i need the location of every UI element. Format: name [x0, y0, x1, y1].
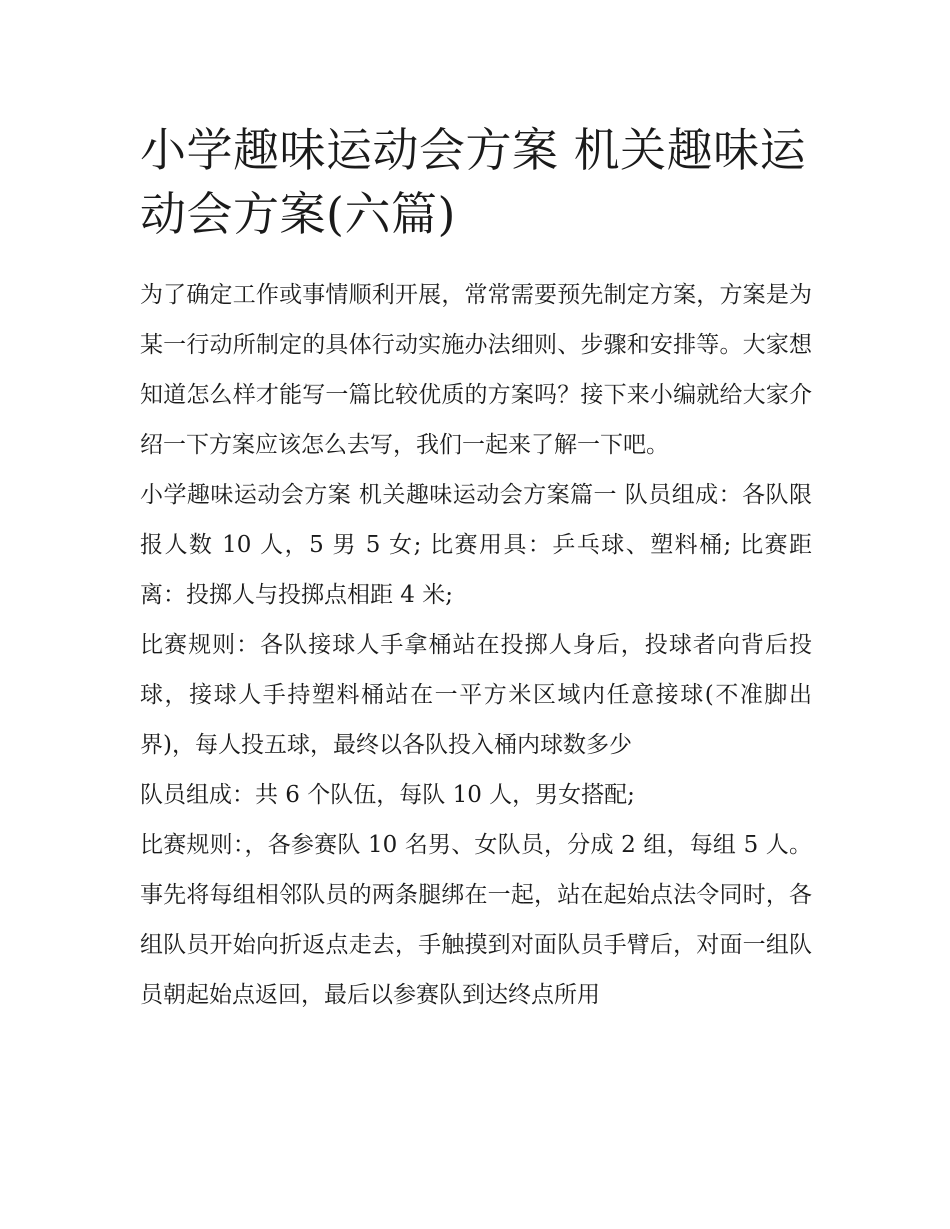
paragraph-rules-ball: 比赛规则：各队接球人手拿桶站在投掷人身后，投球者向背后投球，接球人手持塑料桶站在一平方米区域内任意接球(不准脚出界)，每人投五球，最终以各队投入桶内球数多少 — [140, 632, 812, 758]
paragraph-team-six: 队员组成：共 6 个队伍，每队 10 人，男女搭配; — [140, 782, 635, 808]
paragraph-team-composition: 小学趣味运动会方案 机关趣味运动会方案篇一 队员组成：各队限报人数 10 人，5 男 5 女; 比赛用具：乒乓球、塑料桶; 比赛距离：投掷人与投掷点相距 4 米; — [140, 482, 812, 608]
document-body — [140, 118, 812, 1020]
paragraph-rules-legs: 比赛规则：，各参赛队 10 名男、女队员，分成 2 组，每组 5 人。事先将每组相邻队员的两条腿绑在一起，站在起始点法令同时，各组队员开始向折返点走去，手触摸到对面队员手臂后，对面一组队员朝起始点返回，最后以参赛队到达终点所用 — [140, 832, 812, 1008]
paragraph-intro: 为了确定工作或事情顺利开展，常常需要预先制定方案，方案是为某一行动所制定的具体行动实施办法细则、步骤和安排等。大家想知道怎么样才能写一篇比较优质的方案吗？接下来小编就给大家介绍一下方案应该怎么去写，我们一起来了解一下吧。 — [140, 282, 812, 458]
document-title: 小学趣味运动会方案 机关趣味运动会方案(六篇) — [140, 123, 807, 241]
